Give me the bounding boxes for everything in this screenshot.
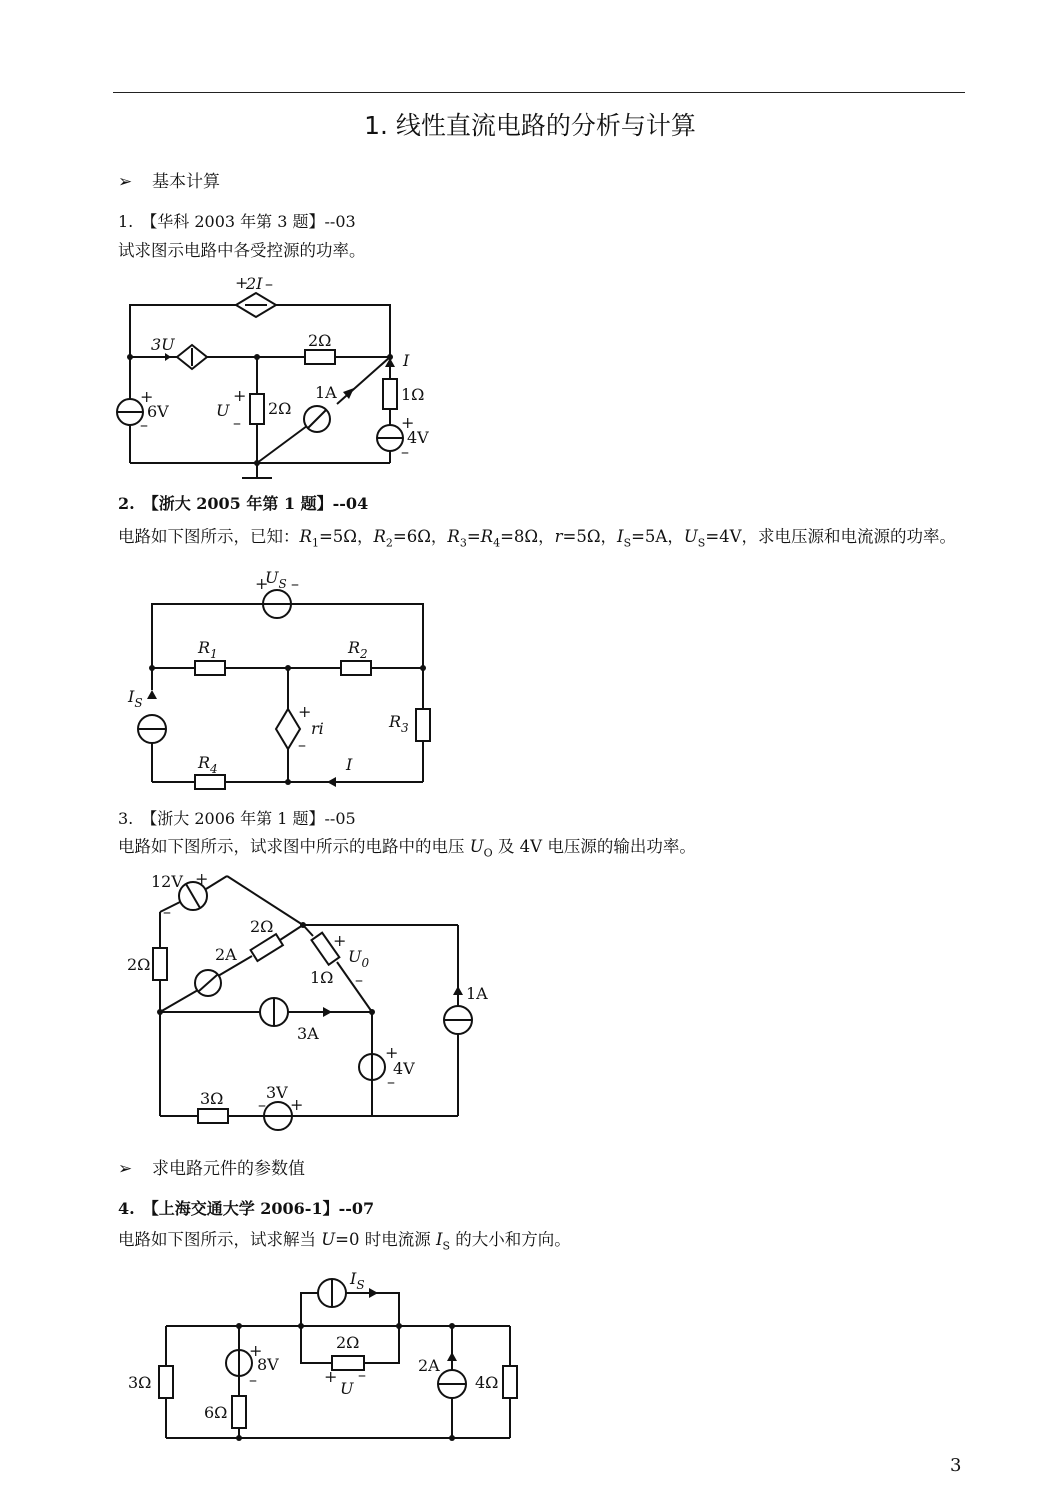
label-r4: $R_4$	[198, 753, 218, 776]
svg-text:+: +	[140, 387, 154, 406]
svg-text:–: –	[258, 1095, 266, 1114]
resistor-r4	[195, 775, 225, 789]
svg-text:–: –	[401, 442, 409, 461]
section-label: 基本计算	[152, 172, 220, 192]
circuit-figure-4	[110, 1258, 530, 1453]
svg-text:+: +	[298, 702, 312, 721]
label-is: $I_S$	[128, 687, 143, 710]
svg-text:+: +	[195, 869, 209, 888]
resistor-2ohm-top	[305, 350, 335, 364]
label-i-q1: I	[403, 351, 410, 370]
svg-text:+: +	[385, 1043, 399, 1062]
svg-text:+: +	[324, 1367, 338, 1386]
resistor-2ohm-middle	[250, 394, 264, 424]
svg-text:+: +	[333, 931, 347, 950]
resistor-3ohm	[159, 1366, 173, 1398]
label-r3: $R_3$	[389, 712, 409, 735]
svg-text:+: +	[233, 386, 247, 405]
resistor-2ohm-diagonal	[251, 934, 283, 961]
svg-text:–: –	[249, 1370, 257, 1389]
resistor-3ohm	[198, 1109, 228, 1123]
section-label: 求电路元件的参数值	[152, 1159, 305, 1179]
label-8v: 8V	[257, 1355, 279, 1374]
svg-text:+: +	[255, 574, 269, 593]
svg-text:+: +	[249, 1341, 263, 1360]
resistor-2ohm-left	[153, 948, 167, 980]
label-1ohm: 1Ω	[401, 385, 425, 404]
header-rule	[113, 92, 965, 93]
label-4ohm: 4Ω	[475, 1373, 499, 1392]
svg-text:–: –	[355, 970, 363, 989]
label-us: $U_S$	[265, 568, 287, 591]
label-i-q2: I	[346, 755, 353, 774]
label-2ohm-top: 2Ω	[308, 331, 332, 350]
label-r1: $R_1$	[198, 638, 218, 661]
resistor-1ohm-right	[383, 379, 397, 409]
svg-text:–: –	[291, 574, 299, 593]
resistor-r2	[341, 661, 371, 675]
svg-text:–: –	[387, 1072, 395, 1091]
label-1a: 1A	[466, 984, 488, 1003]
label-4v-q1: 4V	[407, 428, 429, 447]
label-ri: ri	[311, 719, 324, 738]
label-3u: 3U	[151, 335, 175, 354]
section-basic-calc	[118, 167, 220, 192]
label-2a-q4: 2A	[418, 1356, 440, 1375]
circuit-figure-2	[110, 562, 450, 792]
label-3v: 3V	[266, 1083, 288, 1102]
label-3ohm-q4: 3Ω	[128, 1373, 152, 1392]
label-u0: $U_0$	[348, 947, 370, 970]
label-1ohm: 1Ω	[310, 968, 334, 987]
label-3a: 3A	[297, 1024, 319, 1043]
svg-text:–: –	[163, 902, 171, 921]
label-2ohm-mid: 2Ω	[268, 399, 292, 418]
svg-text:–: –	[265, 274, 273, 293]
label-2a: 2A	[215, 945, 237, 964]
dependent-voltage-source-ri	[276, 709, 300, 749]
label-6v: 6V	[147, 402, 169, 421]
question-2-heading: 2. 【浙大 2005 年第 1 题】--04	[118, 494, 369, 513]
question-3-text: 电路如下图所示，试求图中所示的电路中的电压 $U_O$ 及 4V 电压源的输出功率。	[118, 837, 696, 860]
question-4-text: 电路如下图所示，试求解当 U=0 时电流源 $I_S$ 的大小和方向。	[118, 1230, 571, 1253]
question-2-text: 电路如下图所示，已知：$R_1=5\Omega$，$R_2=6\Omega$，$R_3=R_4=8\Omega$，r=5Ω，$I_S=5A$，$U_S=4V$，求电压源和电流源的功率。	[118, 527, 957, 550]
label-12v: 12V	[151, 872, 183, 891]
label-u-q1: U	[216, 401, 230, 420]
svg-text:+: +	[235, 273, 249, 292]
svg-text:+: +	[290, 1095, 304, 1114]
label-2i: 2I	[246, 274, 263, 293]
svg-text:+: +	[401, 413, 415, 432]
bullet-arrow-icon: ➢	[118, 1159, 133, 1179]
question-1-heading: 1. 【华科 2003 年第 3 题】--03	[118, 212, 356, 231]
question-1-text: 试求图示电路中各受控源的功率。	[118, 241, 366, 260]
label-u-q4: U	[340, 1379, 354, 1398]
circuit-figure-3	[110, 862, 488, 1127]
label-1a: 1A	[315, 383, 337, 402]
label-is-q4: $I_S$	[350, 1269, 365, 1292]
label-2ohm-q4: 2Ω	[336, 1333, 360, 1352]
svg-text:–: –	[233, 413, 241, 432]
resistor-6ohm	[232, 1396, 246, 1428]
label-2ohm-left: 2Ω	[127, 955, 151, 974]
label-4v-q3: 4V	[393, 1059, 415, 1078]
question-4-heading: 4. 【上海交通大学 2006-1】--07	[118, 1199, 375, 1218]
resistor-r1	[195, 661, 225, 675]
question-3-heading: 3. 【浙大 2006 年第 1 题】--05	[118, 809, 356, 828]
label-6ohm: 6Ω	[204, 1403, 228, 1422]
resistor-r3	[416, 709, 430, 741]
svg-text:–: –	[140, 415, 148, 434]
resistor-4ohm	[503, 1366, 517, 1398]
bullet-arrow-icon: ➢	[118, 172, 133, 192]
page-number: 3	[950, 1455, 962, 1476]
page-title: 1. 线性直流电路的分析与计算	[364, 111, 696, 140]
section-element-params	[118, 1154, 305, 1179]
label-r2: $R_2$	[348, 638, 368, 661]
label-3ohm: 3Ω	[200, 1089, 224, 1108]
svg-text:–: –	[298, 735, 306, 754]
svg-text:–: –	[358, 1365, 366, 1384]
label-2ohm-diag: 2Ω	[250, 917, 274, 936]
circuit-figure-1	[110, 268, 450, 488]
